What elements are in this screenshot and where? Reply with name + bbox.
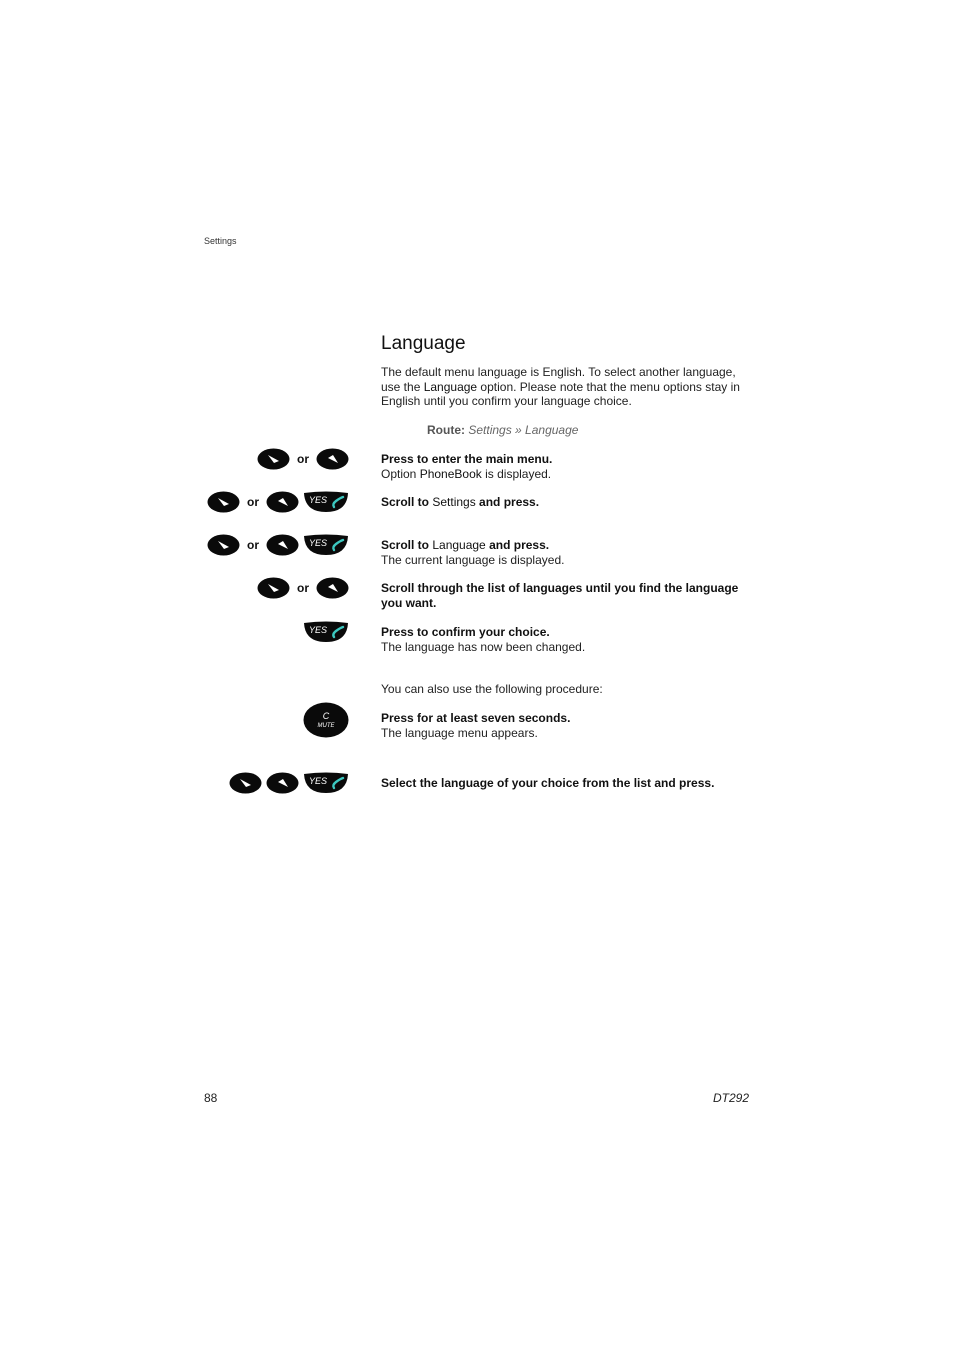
navigation-down-key-icon — [207, 534, 240, 556]
navigation-up-key-icon — [266, 491, 299, 513]
intro-text-1: The default menu language is English. To select another language, use the — [381, 365, 736, 394]
step-1 — [381, 452, 753, 481]
alternative-intro: You can also use the following procedure: — [381, 682, 603, 696]
navigation-down-key-icon — [257, 448, 290, 470]
navigation-down-key-icon — [257, 577, 290, 599]
yes-key-label: YES — [309, 495, 328, 505]
running-header: Settings — [204, 236, 237, 246]
yes-call-key-icon — [303, 491, 349, 513]
intro-option-name: Language — [423, 379, 478, 394]
step1-detail: Option PhoneBook is displayed. — [381, 466, 552, 481]
step1-instruction: Press to enter the main menu. — [381, 452, 553, 466]
step-3 — [381, 538, 753, 567]
page-title: Language — [381, 333, 466, 354]
settings-option: Settings — [432, 495, 476, 509]
yes-call-key-icon — [303, 621, 349, 643]
step3-keys — [207, 533, 349, 557]
c-key-label: C — [322, 711, 330, 721]
model-name: DT292 — [712, 1091, 749, 1105]
step3-detail: The current language is displayed. — [381, 552, 565, 567]
step-2 — [381, 495, 753, 510]
or-label: or — [247, 495, 259, 509]
or-label: or — [247, 538, 259, 552]
page-number: 88 — [204, 1091, 218, 1105]
navigation-up-key-icon — [316, 577, 349, 599]
step-5 — [381, 625, 753, 654]
menu-route — [427, 423, 578, 437]
step7-keys — [229, 771, 349, 795]
step2-keys — [207, 490, 349, 514]
step5-detail: The language has now been changed. — [381, 639, 586, 654]
yes-call-key-icon — [303, 534, 349, 556]
step-7 — [381, 776, 753, 791]
intro-text-2: option. Please note that the menu options stay in English until you confirm your language choice. — [381, 379, 740, 409]
step-6 — [381, 711, 753, 740]
step4-instruction: Scroll through the list of languages until you find the language you want. — [381, 581, 739, 610]
intro-paragraph — [381, 365, 753, 409]
step5-keys — [303, 620, 349, 644]
step2-instruction: Scroll to Settings and press. — [381, 495, 540, 509]
or-label: or — [297, 581, 309, 595]
yes-key-label: YES — [309, 538, 328, 548]
route-path: Settings » Language — [468, 423, 579, 437]
step-4 — [381, 581, 753, 610]
navigation-down-key-icon — [207, 491, 240, 513]
mute-key-label: MUTE — [317, 723, 335, 729]
step6-instruction: Press for at least seven seconds. — [381, 711, 571, 725]
or-label: or — [297, 452, 309, 466]
step6-detail: The language menu appears. — [381, 725, 538, 740]
step3-instruction: Scroll to Language and press. — [381, 538, 550, 552]
yes-key-label: YES — [309, 625, 328, 635]
language-option: Language — [432, 538, 486, 552]
step6-keys — [303, 702, 349, 738]
step1-keys — [257, 447, 349, 471]
yes-key-label: YES — [309, 776, 328, 786]
step4-keys — [257, 576, 349, 600]
c-mute-key-icon — [303, 702, 349, 738]
navigation-down-key-icon — [229, 772, 262, 794]
step5-instruction: Press to confirm your choice. — [381, 625, 550, 639]
navigation-up-key-icon — [266, 534, 299, 556]
navigation-up-key-icon — [266, 772, 299, 794]
route-label: Route: — [427, 423, 465, 437]
step7-instruction: Select the language of your choice from the list and press. — [381, 776, 715, 790]
navigation-up-key-icon — [316, 448, 349, 470]
yes-call-key-icon — [303, 772, 349, 794]
